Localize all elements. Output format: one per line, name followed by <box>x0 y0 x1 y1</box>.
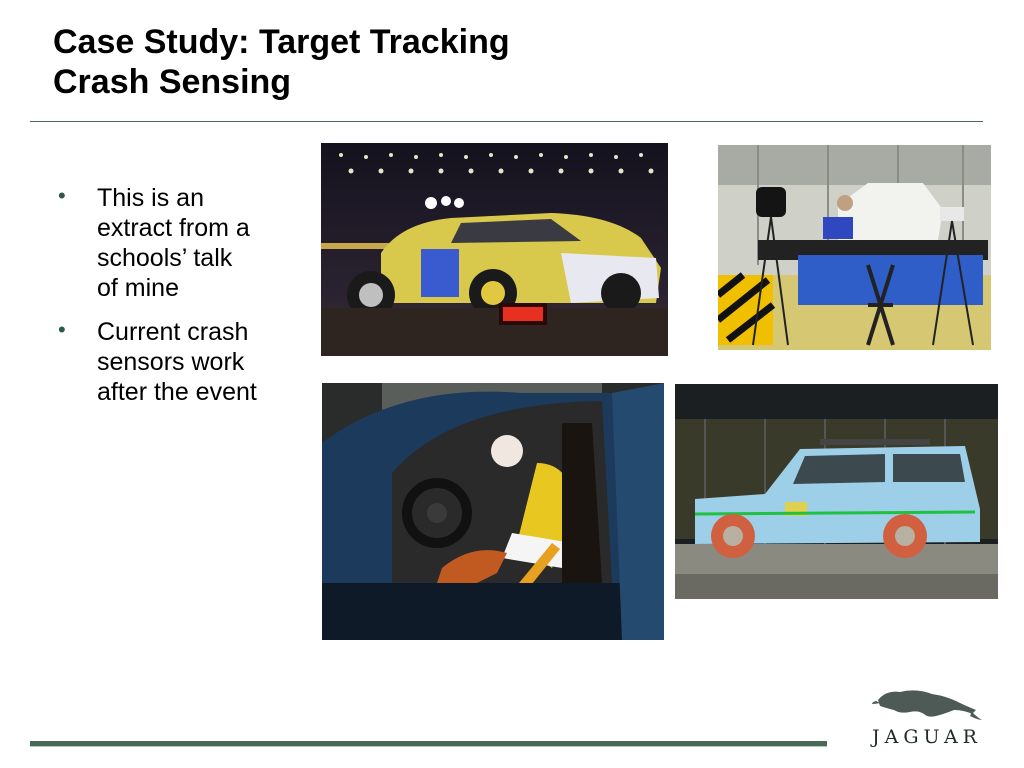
slide-title <box>53 22 510 102</box>
4x4-crash-test-image <box>675 384 998 599</box>
bullet-item <box>58 183 258 303</box>
bullet-icon: • <box>58 183 66 208</box>
photo-crash-test-dummy <box>322 383 664 640</box>
slide-title-line-2: Crash Sensing <box>53 63 292 101</box>
sled-crash-test-image <box>321 143 668 356</box>
bullet-item <box>58 317 258 407</box>
crash-test-dummy-image <box>322 383 664 640</box>
logo-wordmark: JAGUAR <box>872 726 982 748</box>
crash-test-rig-image <box>718 145 991 350</box>
photo-4x4-crash-test <box>675 384 998 599</box>
jaguar-logo <box>866 684 988 748</box>
bullet-text: Current crash sensors work after the event <box>97 318 257 406</box>
bullet-text: This is an extract from a schools’ talk of mine <box>97 184 250 302</box>
footer-divider <box>30 741 827 746</box>
leaping-cat-icon <box>866 684 988 728</box>
slide-title-line-1: Case Study: Target Tracking <box>53 23 510 61</box>
photo-sled-crash-test <box>321 143 668 356</box>
bullet-list <box>58 183 258 421</box>
title-divider <box>30 121 983 122</box>
photo-crash-test-rig <box>718 145 991 350</box>
bullet-icon: • <box>58 317 66 342</box>
